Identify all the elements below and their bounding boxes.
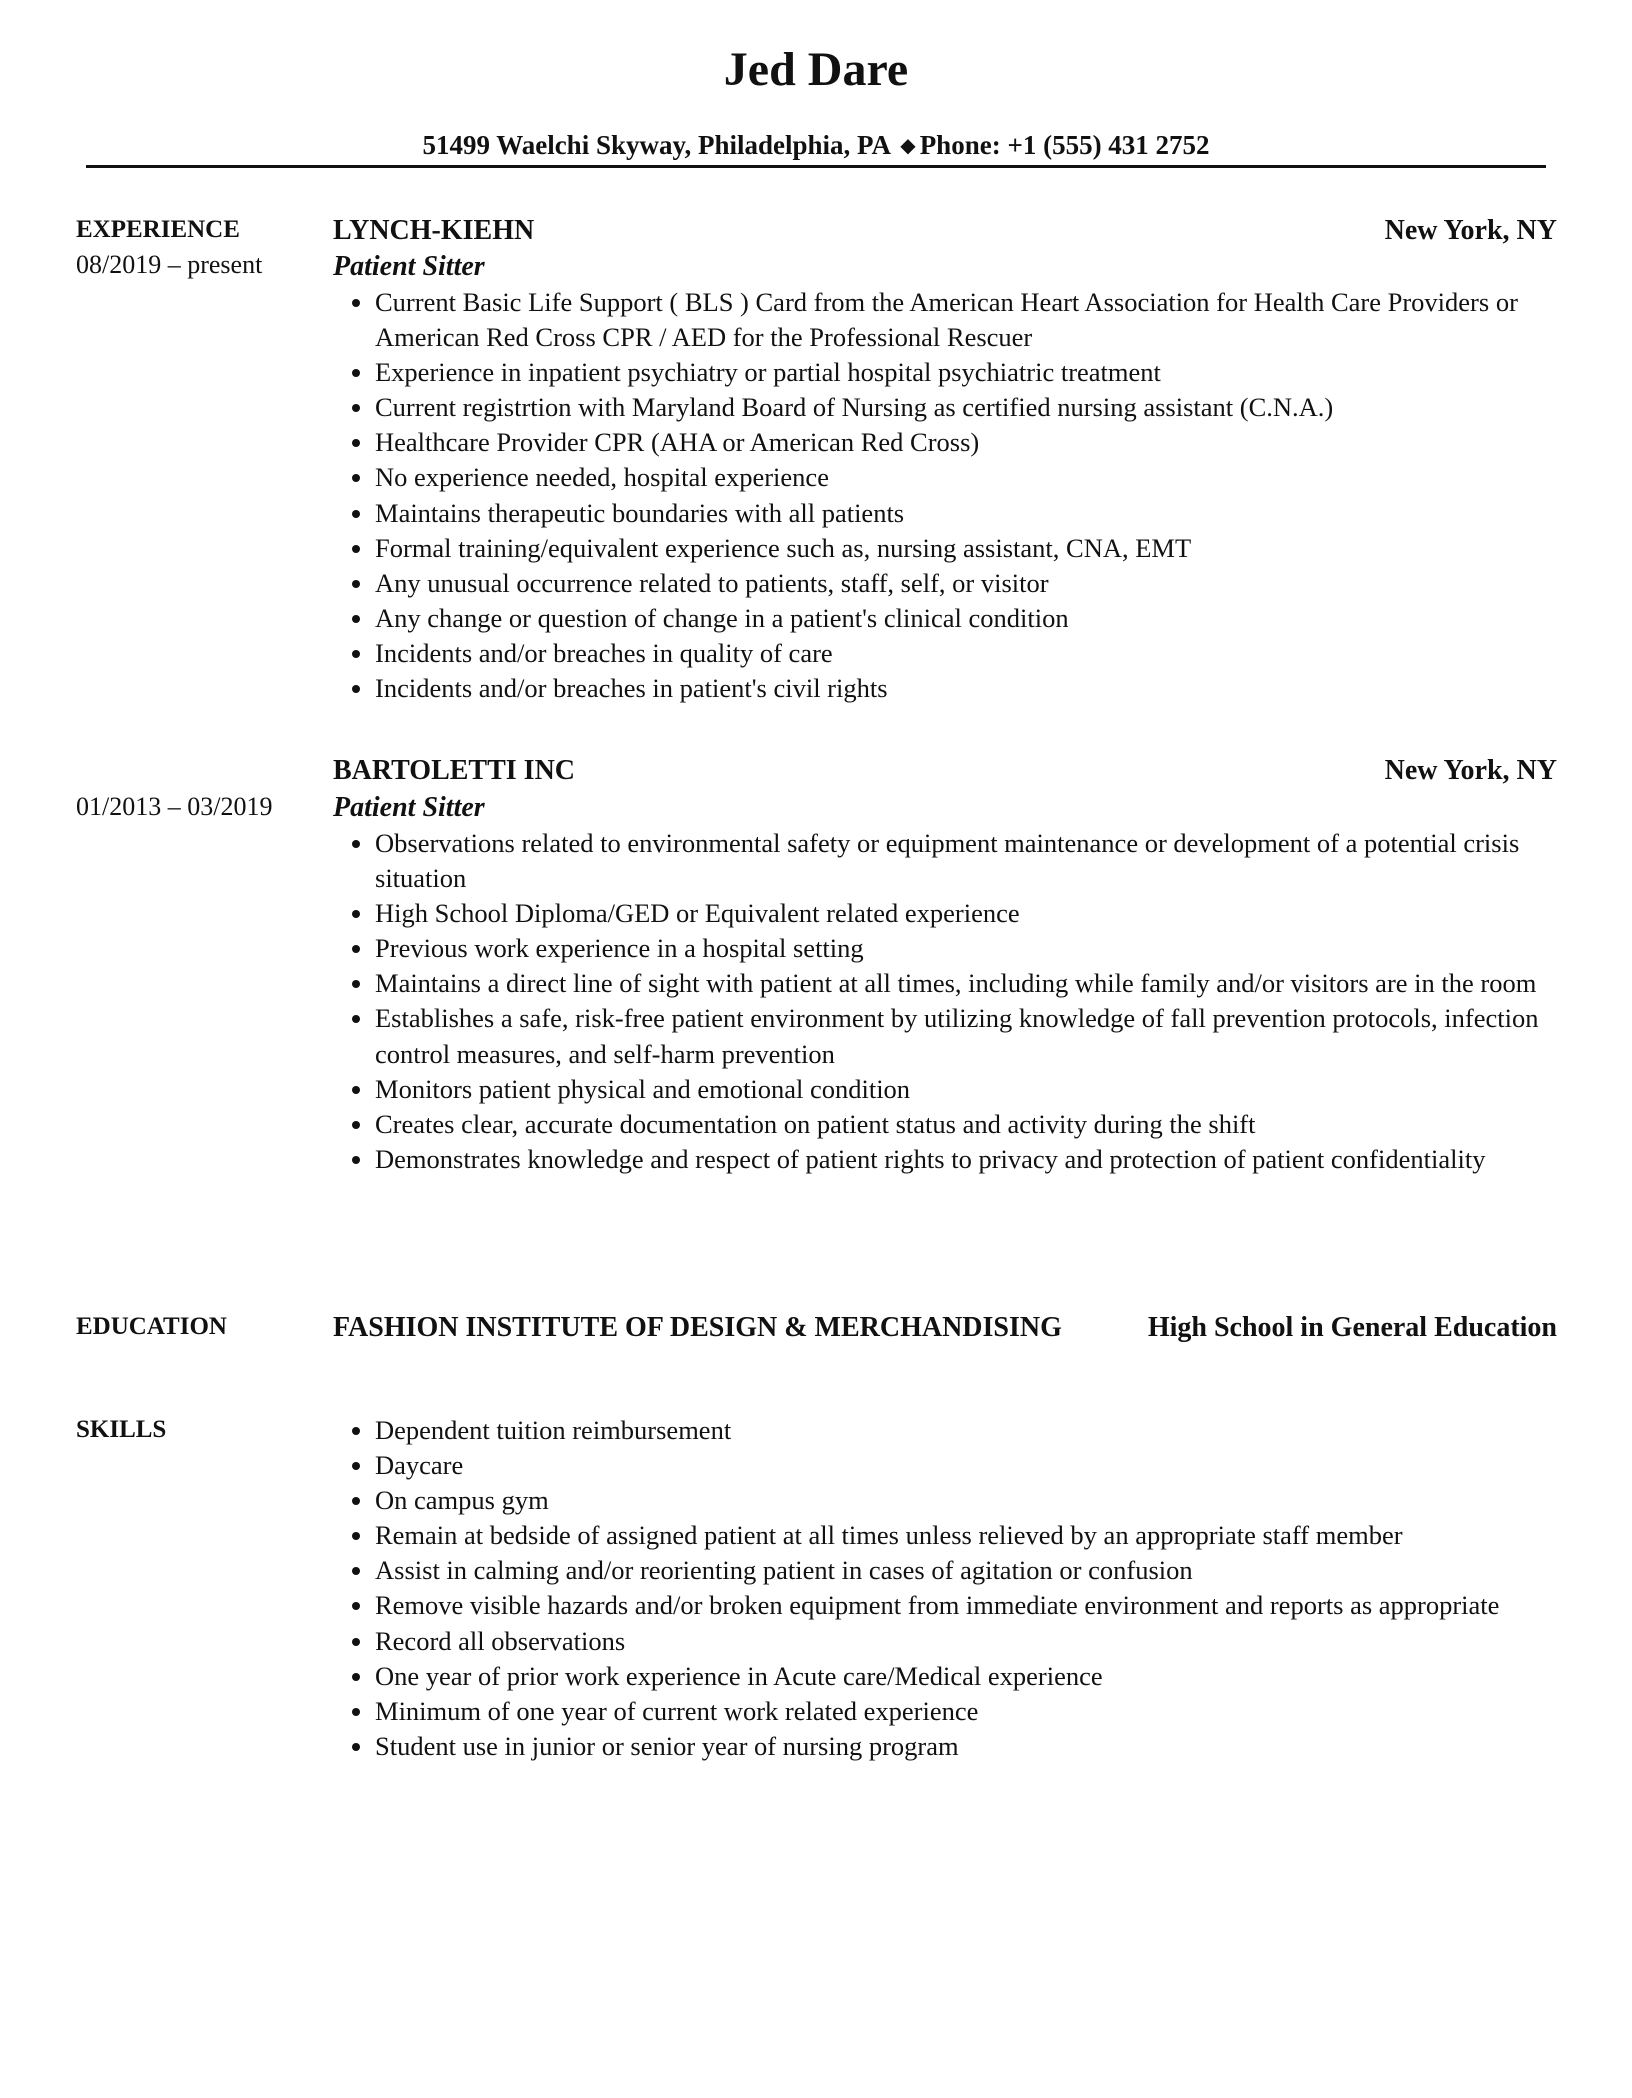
list-item: One year of prior work experience in Acute care/Medical experience xyxy=(349,1659,1567,1694)
job-company: LYNCH-KIEHN xyxy=(333,215,535,246)
job-dates: 08/2019 – present xyxy=(76,250,263,279)
education-school: FASHION INSTITUTE OF DESIGN & MERCHANDISING xyxy=(333,1312,1062,1343)
job-bullets xyxy=(349,826,1567,1177)
address: 51499 Waelchi Skyway, Philadelphia, PA xyxy=(422,130,890,160)
list-item: High School Diploma/GED or Equivalent related experience xyxy=(349,896,1567,931)
list-item: Any unusual occurrence related to patients, staff, self, or visitor xyxy=(349,566,1567,601)
skills-list xyxy=(349,1413,1567,1764)
job-dates: 01/2013 – 03/2019 xyxy=(76,792,273,821)
diamond-separator-icon: ◆ xyxy=(900,135,916,157)
list-item: Any change or question of change in a patient's clinical condition xyxy=(349,601,1567,636)
list-item: Healthcare Provider CPR (AHA or American Red Cross) xyxy=(349,425,1567,460)
job-location: New York, NY xyxy=(1384,215,1557,246)
education-degree: High School in General Education xyxy=(1147,1312,1557,1343)
list-item: Record all observations xyxy=(349,1624,1567,1659)
list-item: Previous work experience in a hospital setting xyxy=(349,931,1567,966)
list-item: Incidents and/or breaches in quality of care xyxy=(349,636,1567,671)
job-title: Patient Sitter xyxy=(333,251,485,282)
list-item: Remove visible hazards and/or broken equipment from immediate environment and reports as appropriate xyxy=(349,1588,1567,1623)
section-label-experience: EXPERIENCE xyxy=(76,216,240,243)
list-item: Remain at bedside of assigned patient at all times unless relieved by an appropriate staff member xyxy=(349,1518,1567,1553)
list-item: Student use in junior or senior year of nursing program xyxy=(349,1729,1567,1764)
list-item: Maintains therapeutic boundaries with all patients xyxy=(349,496,1567,531)
list-item: Creates clear, accurate documentation on patient status and activity during the shift xyxy=(349,1107,1567,1142)
job-company: BARTOLETTI INC xyxy=(333,755,576,786)
list-item: Dependent tuition reimbursement xyxy=(349,1413,1567,1448)
list-item: Formal training/equivalent experience such as, nursing assistant, CNA, EMT xyxy=(349,531,1567,566)
list-item: Observations related to environmental safety or equipment maintenance or development of a potential crisis situation xyxy=(349,826,1567,896)
list-item: Assist in calming and/or reorienting patient in cases of agitation or confusion xyxy=(349,1553,1567,1588)
list-item: Current registrtion with Maryland Board of Nursing as certified nursing assistant (C.N.A.) xyxy=(349,390,1567,425)
list-item: Establishes a safe, risk-free patient environment by utilizing knowledge of fall prevention protocols, infection control measures, and self-harm prevention xyxy=(349,1001,1567,1071)
candidate-name: Jed Dare xyxy=(723,43,909,96)
list-item: Demonstrates knowledge and respect of patient rights to privacy and protection of patient confidentiality xyxy=(349,1142,1567,1177)
list-item: Daycare xyxy=(349,1448,1567,1483)
contact-line xyxy=(0,128,1632,165)
header-divider xyxy=(86,165,1546,168)
phone: Phone: +1 (555) 431 2752 xyxy=(919,130,1210,160)
job-bullets xyxy=(349,285,1567,706)
job-location: New York, NY xyxy=(1384,755,1557,786)
list-item: Current Basic Life Support ( BLS ) Card from the American Heart Association for Health Care Providers or American Red Cross CPR / AED for the Professional Rescuer xyxy=(349,285,1567,355)
list-item: Minimum of one year of current work related experience xyxy=(349,1694,1567,1729)
list-item: Monitors patient physical and emotional condition xyxy=(349,1072,1567,1107)
job-title: Patient Sitter xyxy=(333,792,485,823)
list-item: Incidents and/or breaches in patient's civil rights xyxy=(349,671,1567,706)
list-item: On campus gym xyxy=(349,1483,1567,1518)
list-item: Maintains a direct line of sight with patient at all times, including while family and/or visitors are in the room xyxy=(349,966,1567,1001)
section-label-skills: SKILLS xyxy=(76,1416,167,1443)
section-label-education: EDUCATION xyxy=(76,1313,227,1340)
list-item: Experience in inpatient psychiatry or partial hospital psychiatric treatment xyxy=(349,355,1567,390)
list-item: No experience needed, hospital experience xyxy=(349,460,1567,495)
